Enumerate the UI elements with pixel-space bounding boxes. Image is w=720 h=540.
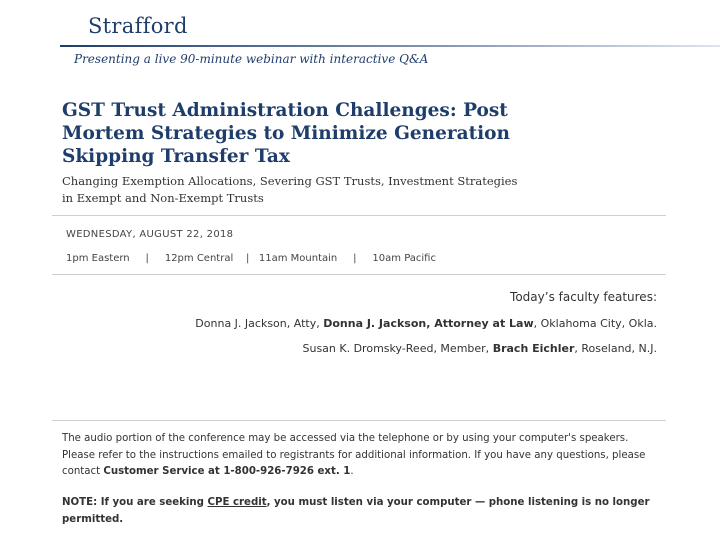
faculty-location: , Oklahoma City, Okla.: [533, 317, 657, 330]
time-central: 12pm Central: [164, 253, 234, 264]
time-mountain: 11am Mountain: [258, 253, 338, 264]
section-divider: [52, 274, 666, 275]
webinar-subtitle: Changing Exemption Allocations, Severing GST Trusts, Investment Strategies in Exempt and Non-Exempt Trusts: [62, 174, 518, 205]
time-separator: |: [145, 253, 149, 264]
faculty-name: Susan K. Dromsky-Reed, Member,: [302, 342, 493, 355]
time-pacific: 10am Pacific: [372, 253, 436, 264]
cpe-credit-link[interactable]: CPE credit: [207, 497, 267, 508]
audio-text: The audio portion of the conference may be accessed via the telephone or by using your computer's speakers. Please refer to the instructions emailed to registrants for additional information. If you have any questions, please contact: [62, 433, 646, 477]
faculty-header: Today’s faculty features:: [510, 290, 657, 304]
customer-service-contact: Customer Service at 1-800-926-7926 ext. 1: [103, 466, 351, 477]
note-end: , you must listen via your computer — phone listening is no longer permitted.: [62, 497, 650, 525]
faculty-firm: Brach Eichler: [492, 342, 575, 355]
time-eastern: 1pm Eastern: [66, 253, 130, 264]
faculty-firm: Donna J. Jackson, Attorney at Law: [323, 317, 534, 330]
webinar-title: GST Trust Administration Challenges: Post Mortem Strategies to Minimize Generation Skipping Transfer Tax: [62, 100, 510, 167]
header-divider: [60, 45, 720, 47]
faculty-member: [302, 342, 657, 355]
time-separator: |: [353, 253, 357, 264]
webinar-date: WEDNESDAY, AUGUST 22, 2018: [66, 229, 234, 240]
webinar-times: [66, 253, 436, 264]
section-divider: [52, 215, 666, 216]
webinar-tagline: Presenting a live 90-minute webinar with interactive Q&A: [74, 52, 429, 66]
section-divider: [52, 420, 666, 421]
faculty-member: [195, 317, 657, 330]
faculty-location: , Roseland, N.J.: [574, 342, 657, 355]
strafford-logo: Strafford: [88, 14, 188, 38]
cpe-note: [62, 494, 662, 528]
audio-instructions: [62, 431, 662, 481]
audio-end: .: [350, 466, 354, 477]
faculty-name: Donna J. Jackson, Atty,: [195, 317, 324, 330]
note-start: NOTE: If you are seeking: [62, 497, 208, 508]
time-separator: |: [245, 253, 250, 264]
